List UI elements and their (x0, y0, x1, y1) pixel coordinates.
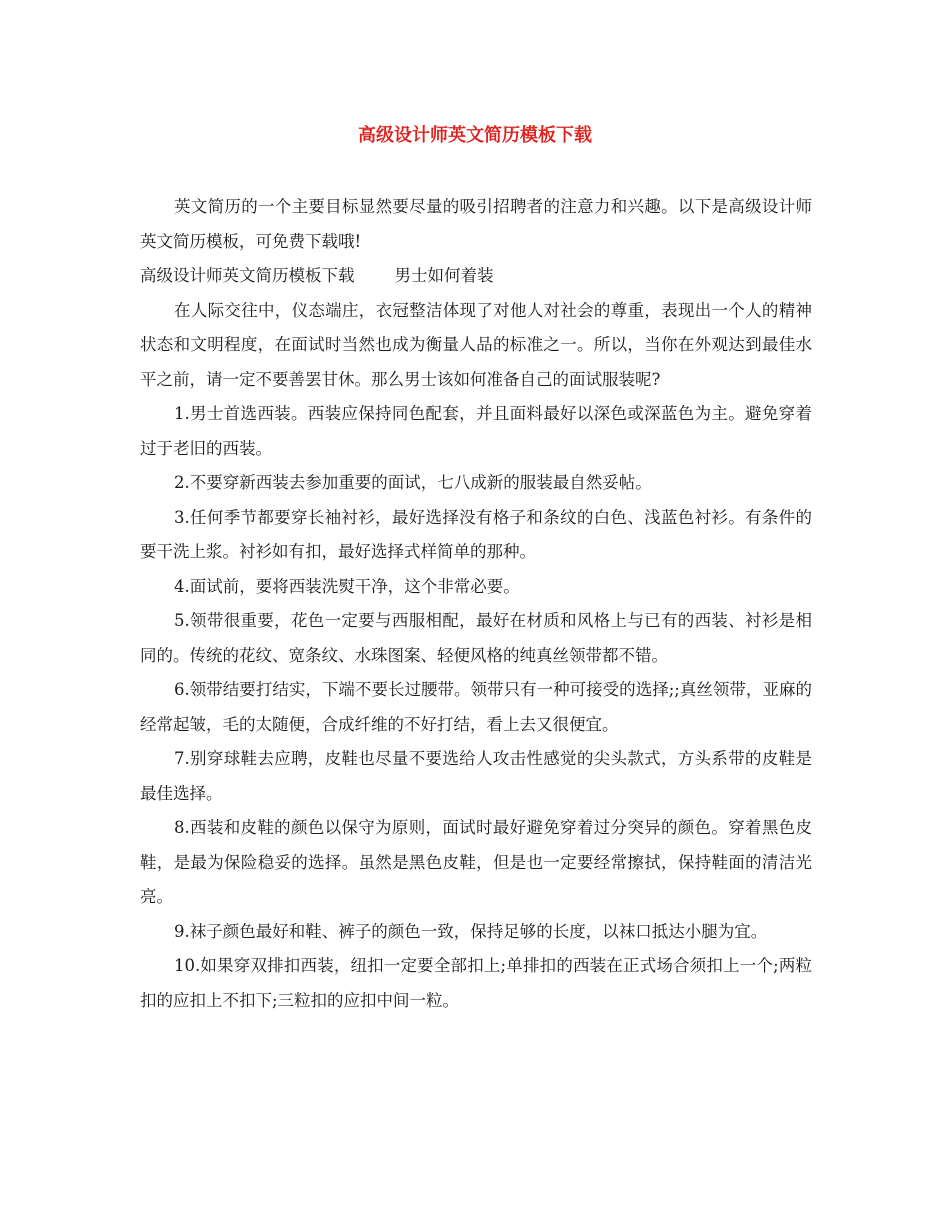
document-title: 高级设计师英文简历模板下载 (358, 125, 592, 146)
subtitle-line (140, 259, 812, 294)
subtitle-left: 高级设计师英文简历模板下载 (140, 266, 355, 285)
list-item-1: 1.男士首选西装。西装应保持同色配套，并且面料最好以深色或深蓝色为主。避免穿着过于老旧的西装。 (140, 404, 812, 458)
list-item-7: 7.别穿球鞋去应聘，皮鞋也尽量不要选给人攻击性感觉的尖头款式，方头系带的皮鞋是最佳选择。 (140, 749, 812, 803)
list-item-6: 6.领带结要打结实，下端不要长过腰带。领带只有一种可接受的选择;;真丝领带，亚麻的经常起皱，毛的太随便，合成纤维的不好打结，看上去又很便宜。 (140, 680, 812, 734)
list-item-5: 5.领带很重要，花色一定要与西服相配，最好在材质和风格上与已有的西装、衬衫是相同的。传统的花纹、宽条纹、水珠图案、轻便风格的纯真丝领带都不错。 (140, 611, 812, 665)
list-item-9: 9.袜子颜色最好和鞋、裤子的颜色一致，保持足够的长度，以袜口抵达小腿为宜。 (174, 921, 768, 941)
list-item-4: 4.面试前，要将西装洗熨干净，这个非常必要。 (174, 576, 520, 596)
list-item-3: 3.任何季节都要穿长袖衬衫，最好选择没有格子和条纹的白色、浅蓝色衬衫。有条件的要干洗上浆。衬衫如有扣，最好选择式样简单的那种。 (140, 507, 812, 561)
list-item-8: 8.西装和皮鞋的颜色以保守为原则，面试时最好避免穿着过分突异的颜色。穿着黑色皮鞋，是最为保险稳妥的选择。虽然是黑色皮鞋，但是也一定要经常擦拭，保持鞋面的清洁光亮。 (140, 818, 812, 906)
list-item-10: 10.如果穿双排扣西装，纽扣一定要全部扣上;单排扣的西装在正式场合须扣上一个;两粒扣的应扣上不扣下;三粒扣的应扣中间一粒。 (140, 956, 812, 1010)
document-body (140, 190, 812, 1018)
list-item-2: 2.不要穿新西装去参加重要的面试，七八成新的服装最自然妥帖。 (174, 473, 652, 492)
intro-paragraph: 英文简历的一个主要目标显然要尽量的吸引招聘者的注意力和兴趣。以下是高级设计师英文简历模板，可免费下载哦! (140, 197, 812, 251)
lead-paragraph: 在人际交往中，仪态端庄，衣冠整洁体现了对他人对社会的尊重，表现出一个人的精神状态和文明程度，在面试时当然也成为衡量人品的标准之一。所以，当你在外观达到最佳水平之前，请一定不要善罢甘休。那么男士该如何准备自己的面试服装呢? (140, 300, 812, 389)
subtitle-right: 男士如何着装 (394, 266, 494, 285)
